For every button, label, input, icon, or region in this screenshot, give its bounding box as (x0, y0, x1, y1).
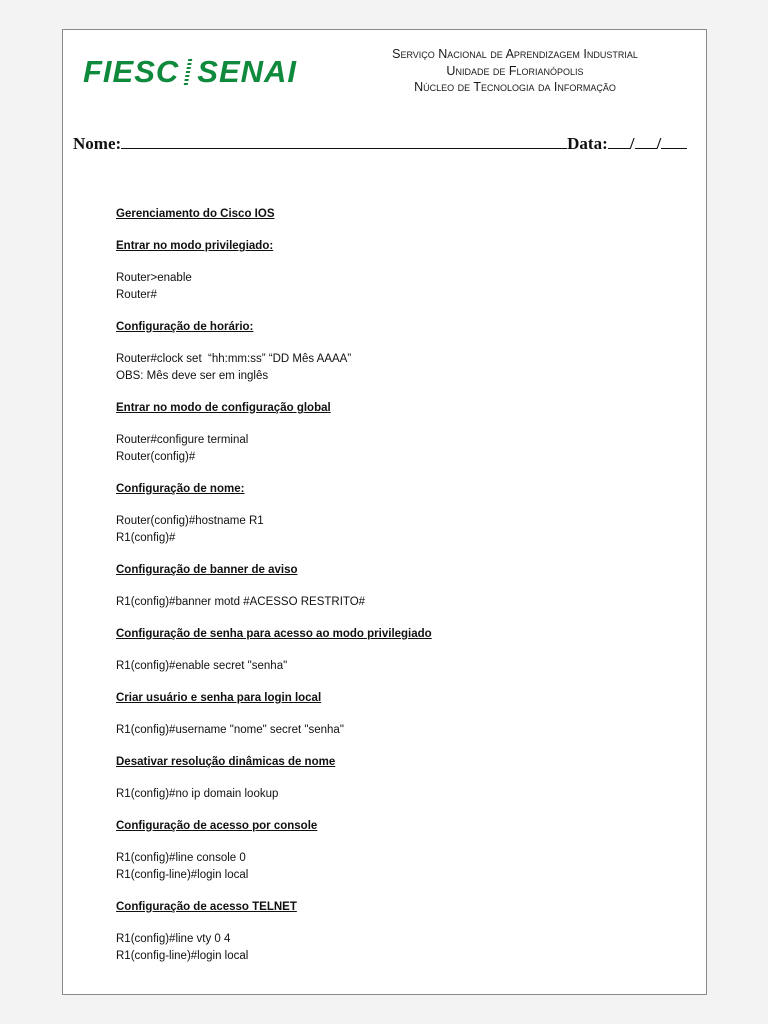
section-heading: Configuração de horário: (116, 321, 254, 333)
section-heading: Configuração de nome: (116, 483, 245, 495)
command-line: R1(config)#line vty 0 4 (116, 933, 231, 945)
command-block (116, 432, 676, 466)
command-line: R1(config)#username "nome" secret "senha" (116, 724, 344, 736)
section (116, 818, 676, 884)
command-block (116, 351, 676, 385)
command-line: R1(config-line)#login local (116, 950, 249, 962)
command-line: R1(config)#enable secret "senha" (116, 660, 288, 672)
date-month-field[interactable] (635, 147, 657, 149)
institution-line: Núcleo de Tecnologia da Informação (414, 80, 616, 94)
section (116, 562, 676, 611)
section (116, 400, 676, 466)
logo-fiesc-text: FIESC (83, 54, 180, 89)
command-line: R1(config)#no ip domain lookup (116, 788, 279, 800)
name-date-line (73, 134, 693, 154)
date-year-field[interactable] (661, 147, 687, 149)
section (116, 754, 676, 803)
command-block (116, 594, 676, 611)
section (116, 481, 676, 547)
command-line: R1(config)#banner motd #ACESSO RESTRITO# (116, 596, 366, 608)
command-block (116, 786, 676, 803)
date-day-field[interactable] (608, 147, 630, 149)
section (116, 319, 676, 385)
section (116, 690, 676, 739)
command-block (116, 722, 676, 739)
command-line: Router#configure terminal (116, 434, 249, 446)
command-line: Router(config)# (116, 451, 196, 463)
section-heading: Entrar no modo privilegiado: (116, 240, 274, 252)
command-block (116, 658, 676, 675)
command-line: Router(config)#hostname R1 (116, 515, 264, 527)
command-block (116, 931, 676, 965)
command-line: R1(config-line)#login local (116, 869, 249, 881)
section (116, 238, 676, 304)
document-page (62, 29, 707, 995)
section (116, 206, 676, 223)
command-line: R1(config)#line console 0 (116, 852, 246, 864)
section-heading: Configuração de senha para acesso ao modo privilegiado (116, 628, 432, 640)
logo-separator-icon (184, 59, 193, 85)
section-heading: Criar usuário e senha para login local (116, 692, 322, 704)
institution-line: Unidade de Florianópolis (446, 63, 584, 78)
fiesc-senai-logo (83, 54, 297, 90)
section-heading: Entrar no modo de configuração global (116, 402, 331, 414)
name-label: Nome: (73, 134, 122, 153)
date-label: Data: (567, 134, 608, 153)
date-separator: / (656, 134, 662, 153)
section-heading: Configuração de acesso TELNET (116, 901, 297, 913)
section-heading: Configuração de acesso por console (116, 820, 318, 832)
command-line: Router# (116, 289, 157, 301)
command-line: OBS: Mês deve ser em inglês (116, 370, 269, 382)
section-heading: Desativar resolução dinâmicas de nome (116, 756, 336, 768)
command-line: R1(config)# (116, 532, 176, 544)
command-block (116, 513, 676, 547)
section (116, 626, 676, 675)
command-line: Router>enable (116, 272, 192, 284)
logo-senai-text: SENAI (197, 54, 298, 89)
command-block (116, 850, 676, 884)
institution-header (355, 46, 675, 96)
institution-line: Serviço Nacional de Aprendizagem Industrial (392, 47, 638, 61)
section-heading: Configuração de banner de aviso (116, 564, 298, 576)
name-field[interactable] (121, 147, 567, 149)
date-separator: / (629, 134, 635, 153)
section-heading: Gerenciamento do Cisco IOS (116, 208, 275, 220)
command-block (116, 270, 676, 304)
section (116, 899, 676, 965)
command-line: Router#clock set “hh:mm:ss” “DD Mês AAAA” (116, 353, 352, 365)
document-content (116, 206, 676, 980)
